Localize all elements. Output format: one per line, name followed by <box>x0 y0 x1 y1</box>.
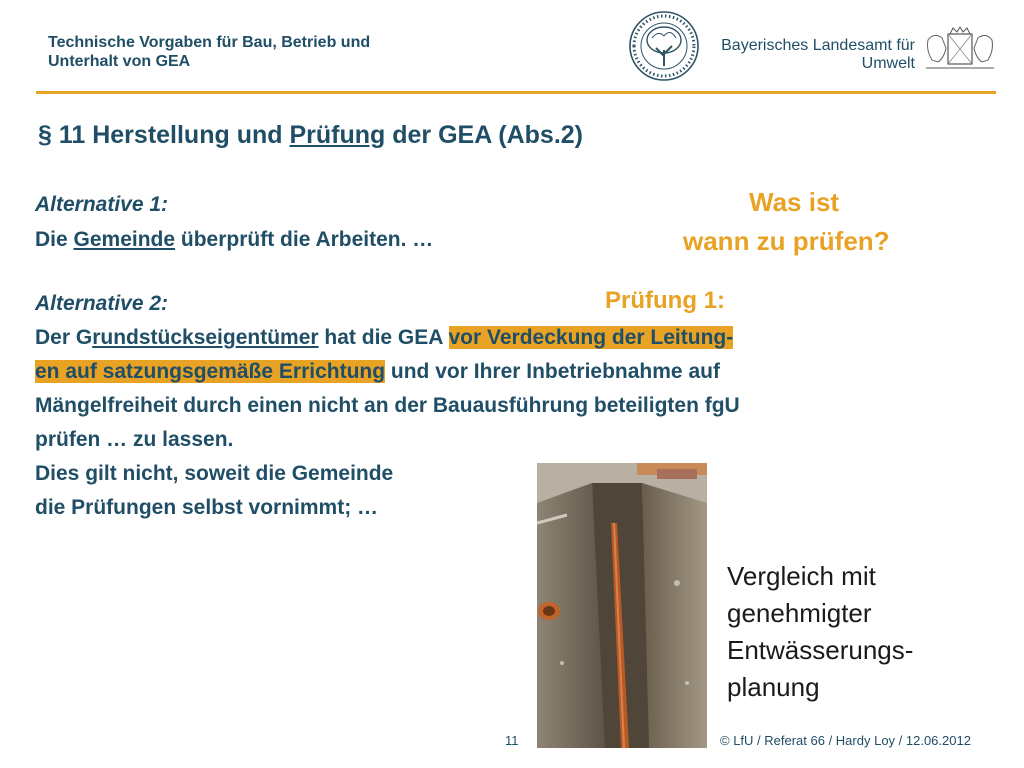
alt2-line1-underlined: rundstückseigentümer <box>92 326 319 349</box>
document-title-line-1: Technische Vorgaben für Bau, Betrieb und <box>48 34 371 51</box>
alt2-line2-highlight: en auf satzungsgemäße Errichtung <box>35 360 386 383</box>
compare-line-1: Vergleich mit <box>727 561 876 591</box>
alternative-2-line-3: Mängelfreiheit durch einen nicht an der Bauausführung beteiligten fgU <box>35 394 740 417</box>
alternative-1-label: Alternative 1: <box>35 193 169 216</box>
alternative-2-line-2 <box>35 360 720 384</box>
question-line-2: wann zu prüfen? <box>683 226 890 256</box>
alt1-text-underlined: Gemeinde <box>73 228 176 251</box>
compare-line-4: planung <box>727 672 820 702</box>
agency-name-line-1: Bayerisches Landesamt für <box>721 37 915 54</box>
alt2-line1-start: Der G <box>35 326 93 349</box>
document-title <box>48 33 468 71</box>
alternative-2-line-5: Dies gilt nicht, soweit die Gemeinde <box>35 462 394 485</box>
trench-pipe-photo <box>537 463 707 748</box>
alt2-line1-highlight: vor Verdeckung der Leitung- <box>448 326 734 349</box>
header-divider <box>36 91 996 94</box>
alt2-line2-end: und vor Ihrer Inbetriebnahme auf <box>385 360 720 383</box>
agency-name <box>700 37 915 73</box>
slide-title-start: § 11 Herstellung und <box>38 121 290 149</box>
question-line-1: Was ist <box>749 187 840 217</box>
alternative-2-line-6: die Prüfungen selbst vornimmt; … <box>35 496 379 519</box>
slide-title-underlined: Prüfung <box>289 121 386 149</box>
page-number: 11 <box>505 733 519 748</box>
bavarian-coat-of-arms-logo <box>924 26 996 72</box>
document-title-line-2: Unterhalt von GEA <box>48 53 191 70</box>
alt1-text-start: Die <box>35 228 74 251</box>
footer-credit: © LfU / Referat 66 / Hardy Loy / 12.06.2012 <box>720 733 971 748</box>
compare-line-3: Entwässerungs- <box>727 635 914 665</box>
alternative-2-line-4: prüfen … zu lassen. <box>35 428 234 451</box>
alternative-2-label: Alternative 2: <box>35 292 169 315</box>
slide-title <box>38 121 583 150</box>
compare-line-2: genehmigter <box>727 598 872 628</box>
alternative-2-line-1 <box>35 326 733 350</box>
pruefung-1-label: Prüfung 1: <box>605 287 725 314</box>
alt1-text-end: überprüft die Arbeiten. … <box>175 228 434 251</box>
slide-title-end: der GEA (Abs.2) <box>385 121 583 149</box>
alt2-line1-mid: hat die GEA <box>318 326 449 349</box>
alternative-1-text <box>35 228 433 252</box>
ministry-seal-logo <box>628 10 700 82</box>
agency-name-line-2: Umwelt <box>861 55 915 72</box>
